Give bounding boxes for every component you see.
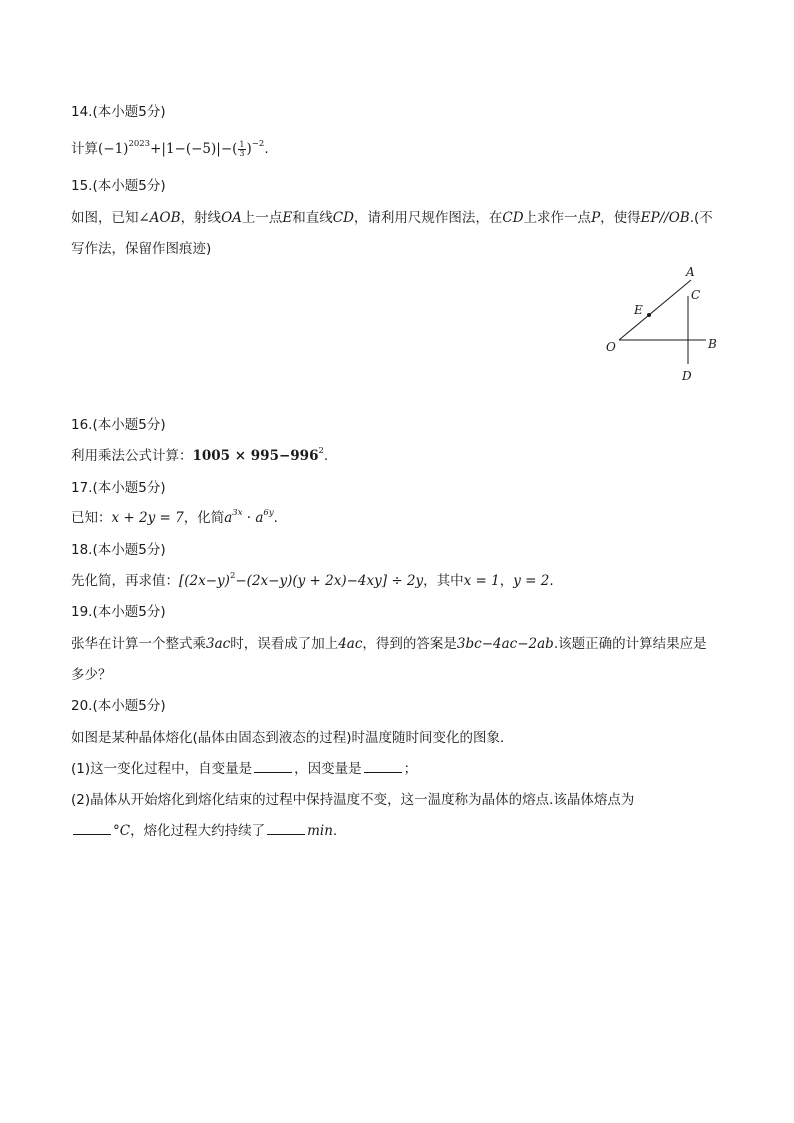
q16-header: 16.(本小题5分) — [71, 417, 166, 433]
q19-header: 19.(本小题5分) — [71, 604, 166, 620]
q20-blank-independent-variable[interactable] — [254, 760, 292, 773]
q15-parallel: EP//OB — [640, 210, 690, 226]
q18-problem — [71, 572, 554, 590]
q19-math-3: 3bc−4ac−2ab — [456, 636, 554, 652]
q18-y-value: y = 2 — [513, 573, 550, 589]
q15-line-cd-2: CD — [502, 210, 524, 226]
q19-line2: 多少？ — [71, 667, 112, 683]
q15-point-e: E — [282, 210, 293, 226]
q20-header: 20.(本小题5分) — [71, 698, 166, 714]
q15-text-4: 和直线 — [292, 210, 333, 226]
q20-sub1 — [71, 760, 417, 778]
q16-text: 利用乘法公式计算： — [71, 448, 193, 464]
q15-text-1: 如图，已知 — [71, 210, 139, 226]
q20-s1-text-a: (1)这一变化过程中，自变量是 — [71, 761, 253, 777]
q20-s2-end: . — [332, 823, 338, 839]
q15-line-cd: CD — [332, 210, 354, 226]
q15-text-5: ，请利用尺规作图法，在 — [353, 210, 503, 226]
label-a: A — [686, 265, 695, 279]
q17-end: . — [273, 510, 278, 526]
q20-blank-dependent-variable[interactable] — [364, 760, 402, 773]
q17-base1: a — [224, 510, 233, 526]
q14-term1-base: (−1) — [98, 141, 129, 157]
label-e: E — [634, 303, 643, 317]
q16-problem — [71, 447, 328, 465]
q19-math-2: 4ac — [338, 636, 363, 652]
q20-s1-text-b: ，因变量是 — [294, 761, 362, 777]
q20-intro: 如图是某种晶体熔化(晶体由固态到液态的过程)时温度随时间变化的图象． — [71, 730, 514, 746]
q17-text: 已知： — [71, 510, 112, 526]
label-d: D — [682, 369, 692, 383]
q17-base2: a — [255, 510, 264, 526]
label-b: B — [708, 337, 717, 351]
q19-text-1: 张华在计算一个整式乘 — [71, 636, 206, 652]
q19-text-3: ，得到的答案是 — [362, 636, 457, 652]
q17-header: 17.(本小题5分) — [71, 480, 166, 496]
q19-text-4: .该题正确的计算结果应是 — [553, 636, 707, 652]
ray-oa — [619, 280, 691, 340]
point-e-dot — [647, 313, 651, 317]
q17-exp1: 3x — [232, 508, 243, 518]
q14-end: . — [264, 141, 269, 157]
q15-ray: OA — [221, 210, 242, 226]
q14-exp2: −2 — [251, 139, 265, 149]
q15-angle: ∠AOB — [138, 210, 181, 226]
q14-abs: |1−(−5)| — [161, 141, 221, 157]
q16-exp: 2 — [318, 446, 324, 456]
q20-sub2-line1: (2)晶体从开始熔化到熔化结束的过程中保持温度不变，这一温度称为晶体的熔点.该晶体熔点为 — [71, 792, 635, 808]
q18-exp: 2 — [229, 571, 236, 581]
q19-line1 — [71, 635, 707, 653]
q15-text-6: 上求作一点 — [523, 210, 592, 226]
q14-header: 14.(本小题5分) — [71, 104, 166, 120]
q18-header: 18.(本小题5分) — [71, 542, 166, 558]
q18-x-value: x = 1 — [463, 573, 500, 589]
q14-intro: 计算 — [71, 141, 98, 157]
q15-text-2: ，射线 — [180, 210, 222, 226]
q16-end: . — [323, 448, 329, 464]
q14-minus: −( — [220, 141, 238, 157]
q14-term1-exp: 2023 — [128, 139, 151, 149]
q14-close: ) — [246, 141, 252, 157]
q15-line1 — [71, 209, 713, 227]
q18-sep: ， — [499, 573, 514, 589]
q15-figure — [596, 260, 726, 385]
q17-dot: · — [242, 510, 256, 526]
q20-unit-min: min — [307, 823, 333, 839]
q15-point-p: P — [591, 210, 601, 226]
q16-expr: 1005 × 995−996 — [192, 448, 319, 464]
q15-header: 15.(本小题5分) — [71, 178, 166, 194]
q14-frac-den: 3 — [239, 148, 245, 158]
q17-mid: ，化简 — [183, 510, 225, 526]
q15-line2: 写作法，保留作图痕迹) — [71, 241, 212, 257]
q18-expr-b: −(2x−y)(y + 2x)−4xy] ÷ 2y — [235, 573, 424, 589]
q15-text-3: 上一点 — [241, 210, 283, 226]
q15-text-7: ，使得 — [600, 210, 641, 226]
q20-blank-duration[interactable] — [267, 822, 305, 835]
q20-s2-text-b: ，熔化过程大约持续了 — [130, 823, 266, 839]
q18-expr-a: [(2x−y) — [179, 573, 230, 589]
q15-text-8: .(不 — [689, 210, 713, 226]
q20-sub2-line2 — [71, 822, 337, 840]
q14-plus: + — [150, 141, 162, 157]
label-o: O — [606, 340, 616, 354]
q17-exp2: 6y — [263, 508, 274, 518]
q18-mid: ，其中 — [423, 573, 464, 589]
q14-problem — [71, 140, 269, 158]
q19-math-1: 3ac — [206, 636, 231, 652]
q19-text-2: 时，误看成了加上 — [230, 636, 339, 652]
q14-frac-num: 1 — [239, 139, 245, 149]
q20-blank-melting-point[interactable] — [73, 822, 111, 835]
q17-condition: x + 2y = 7 — [111, 510, 184, 526]
q17-problem — [71, 509, 278, 527]
q14-fraction — [238, 141, 245, 158]
q20-s1-text-c: ； — [403, 761, 418, 777]
q18-end: . — [549, 573, 554, 589]
q18-text: 先化简，再求值： — [71, 573, 179, 589]
label-c: C — [691, 288, 701, 302]
q20-unit-celsius: °C — [113, 823, 131, 839]
